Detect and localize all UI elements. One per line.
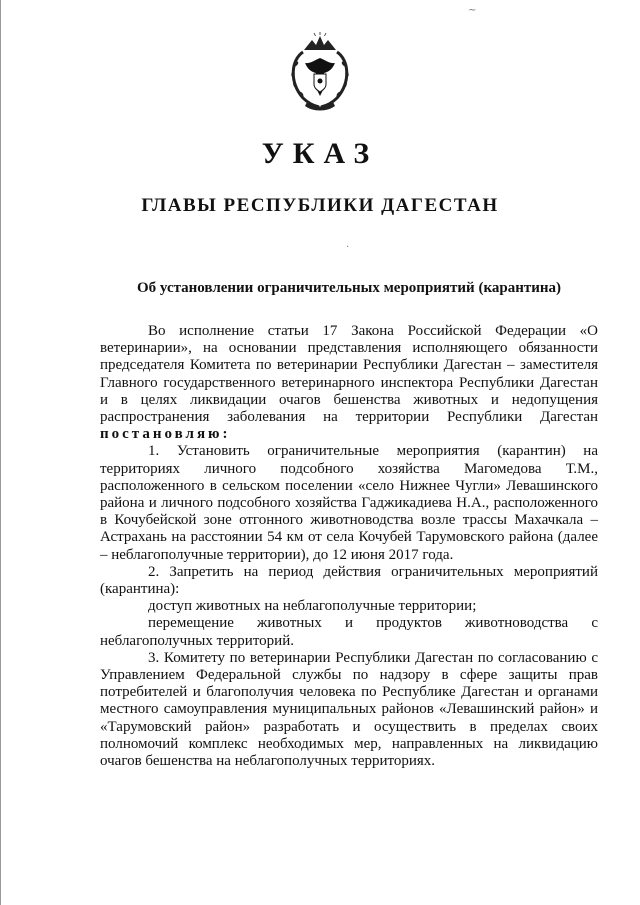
preamble-text: Во исполнение статьи 17 Закона Российской Федерации «О ветеринарии», на основании представления исполняющего обязанности председателя Комитета по ветеринарии Республики Дагестан – заместителя Главного государственного ветеринарного инспектора Республики Дагестан и в целях ликвидации очагов бешенства животных и недопущения распространения заболевания на территории Республики Дагестан	[100, 323, 598, 426]
clause-2-subitem-a: доступ животных на неблагополучные территории;	[148, 598, 477, 615]
issuer-title: ГЛАВЫ РЕСПУБЛИКИ ДАГЕСТАН	[141, 195, 499, 216]
scan-mark: ∼	[468, 5, 477, 16]
scan-mark: ·	[346, 242, 350, 253]
document-type-title: УКАЗ	[261, 137, 379, 170]
decree-heading: Об установлении ограничительных мероприятий (карантина)	[136, 280, 561, 296]
clause-2: 2. Запретить на период действия ограничительных мероприятий (карантина):	[100, 563, 598, 598]
clause-1: 1. Установить ограничительные мероприятия (карантин) на территориях личного подсобного хозяйства Магомедова Т.М., расположенного в сельском поселении «село Нижнее Чугли» Левашинского района и личного подсобного хозяйства Гаджикадиева Н.А., расположенного в Кочубейской зоне отгонного животноводства возле трассы Махачкала – Астрахань на расстоянии 54 км от села Кочубей Тарумовского района (далее – неблагополучные территории), до 12 июня 2017 года.	[100, 443, 598, 563]
preamble-paragraph	[100, 323, 598, 443]
decree-word: постановляю:	[100, 426, 231, 443]
decree-body	[100, 323, 598, 770]
clause-2-subitem-b: перемещение животных и продуктов животноводства с неблагополучных территорий.	[100, 615, 598, 649]
coat-of-arms-icon	[283, 30, 357, 120]
clause-3: 3. Комитету по ветеринарии Республики Дагестан по согласованию с Управлением Федеральной службы по надзору в сфере защиты прав потребителей и благополучия человека по Республике Дагестан и органами местного самоуправления муниципальных районов «Левашинский район» и «Тарумовский район» разработать и осуществить в пределах своих полномочий комплекс необходимых мер, направленных на ликвидацию очагов бешенства на неблагополучных территориях.	[100, 649, 598, 770]
